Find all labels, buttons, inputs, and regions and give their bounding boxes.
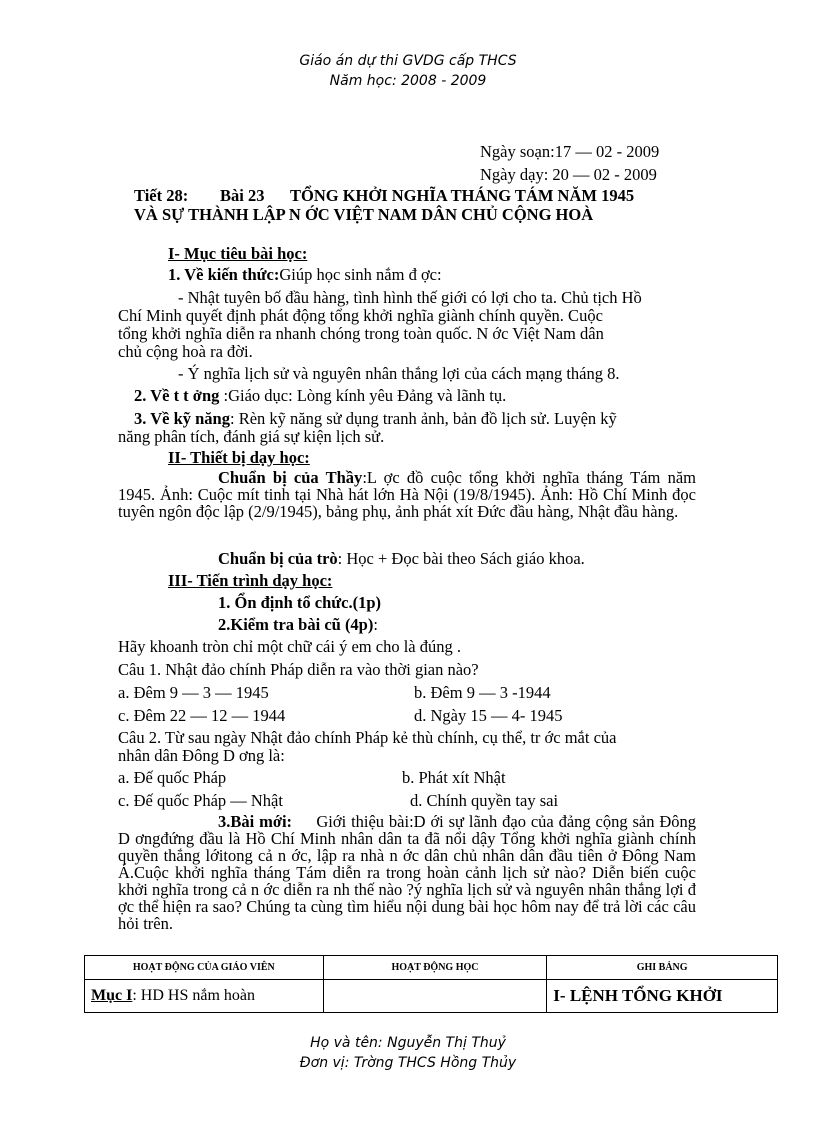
attitude-line	[134, 386, 506, 406]
new-lesson-intro	[118, 813, 696, 953]
table-header-row	[85, 956, 778, 980]
lesson-number: Tiết 28:	[134, 186, 189, 205]
lesson-name: Bài 23	[220, 186, 265, 205]
skill-line-1	[134, 409, 617, 429]
footer-author: Họ và tên: Nguyễn Thị Thuỷ	[310, 1035, 506, 1051]
knowledge-text: Giúp học sinh nắm đ ợc:	[279, 265, 442, 284]
new-lesson-label: 3.Bài mới:	[218, 813, 293, 831]
taught-date: Ngày dạy: 20 — 02 - 2009	[480, 165, 657, 184]
knowledge-line	[168, 265, 442, 285]
teacher-prep-text: :L ợc đồ cuộc tổng khởi nghĩa tháng Tám năm 1945. Ảnh: Cuộc mít tinh tại Nhà hát lớn Hà Nội (19/8/1945). Ảnh: Hồ Chí Minh đọc tuyên ngôn độc lập (2/9/1945), bảng phụ, ảnh phát xít Đức đầu hàng, Nhật đầu hàng.	[118, 468, 696, 521]
q2-option-d: d. Chính quyền tay sai	[410, 791, 559, 810]
q1-option-c: c. Đêm 22 — 12 — 1944	[118, 706, 286, 725]
teacher-preparation	[118, 469, 696, 520]
quiz-instruction: Hãy khoanh tròn chỉ một chữ cái ý em cho là đúng .	[118, 637, 461, 656]
question-2-line-2: nhân dân Đông D ơng là:	[118, 746, 285, 765]
step-2-label: 2.Kiểm tra bài cũ (4p)	[218, 615, 374, 634]
step-1: 1. Ổn định tổ chức.(1p)	[218, 593, 382, 612]
activity-table	[84, 955, 778, 1013]
q2-option-b: b. Phát xít Nhật	[402, 768, 506, 787]
header-teacher-activity: HOẠT ĐỘNG CỦA GIÁO VIÊN	[85, 956, 324, 980]
header-line-2: Năm học: 2008 - 2009	[329, 73, 487, 89]
title-line-2: VÀ SỰ THÀNH LẬP N ỚC VIỆT NAM DÂN CHỦ CỘNG HOÀ	[134, 205, 594, 224]
skill-text: : Rèn kỹ năng sử dụng tranh ảnh, bản đồ lịch sử. Luyện kỹ	[229, 409, 617, 428]
q2-option-a: a. Đế quốc Pháp	[118, 768, 227, 787]
question-1: Câu 1. Nhật đảo chính Pháp diễn ra vào thời gian nào?	[118, 660, 479, 679]
header-student-activity: HOẠT ĐỘNG HỌC	[323, 956, 547, 980]
teacher-activity-cell	[85, 980, 324, 1013]
student-prep-text: : Học + Đọc bài theo Sách giáo khoa.	[337, 549, 585, 568]
footer-school: Đơn vị: Trờng THCS Hồng Thủy	[299, 1055, 517, 1071]
title-line-1: TỔNG KHỞI NGHĨA THÁNG TÁM NĂM 1945	[290, 186, 635, 205]
student-activity-cell	[323, 980, 547, 1013]
teacher-activity-text: : HD HS nắm hoàn	[132, 987, 255, 1004]
section-2-heading: II- Thiết bị dạy học:	[168, 448, 310, 467]
table-row	[85, 980, 778, 1013]
new-lesson-text: Giới thiệu bài:D ới sự lãnh đạo của đảng cộng sản Đông D ơngđứng đầu là Hồ Chí Minh nhân dân ta đã nổi dậy Tổng khởi nghĩa giành chính quyền thắng lớitong cả n ớc, lập ra nhà n ớc dân chủ nhân dân đầu tiên ở Đông Nam Á.Cuộc khởi nghĩa tháng Tám diễn ra trong hoàn cảnh lịch sử nào? Diễn biến cuộc khởi nghĩa trong cả n ớc diễn ra nh thế nào ?ý nghĩa lịch sử và nguyên nhân thắng lợi đ ợc thể hiện ra sao? Chúng ta cùng tìm hiểu nội dung bài học hôm nay để trả lời các câu hỏi trên.	[118, 813, 696, 933]
q2-option-c: c. Đế quốc Pháp — Nhật	[118, 791, 283, 810]
teacher-prep-label: Chuẩn bị của Thầy	[218, 468, 363, 487]
section-1-heading: I- Mục tiêu bài học:	[168, 244, 308, 263]
question-2-line-1: Câu 2. Từ sau ngày Nhật đảo chính Pháp kẻ thù chính, cụ thể, tr ớc mắt của	[118, 728, 617, 747]
knowledge-point-2: - Ý nghĩa lịch sử và nguyên nhân thắng lợi của cách mạng tháng 8.	[178, 364, 620, 383]
board-notes-cell: I- LỆNH TỔNG KHỞI	[547, 980, 778, 1013]
section-label: Mục I	[91, 987, 133, 1004]
knowledge-point-1-line-3: tổng khởi nghĩa diễn ra nhanh chóng trong toàn quốc. N ớc Việt Nam dân	[118, 324, 604, 343]
student-prep-label: Chuẩn bị của trò	[218, 549, 338, 568]
step-2-colon: :	[373, 615, 378, 634]
knowledge-point-1-line-1: - Nhật tuyên bố đầu hàng, tình hình thế giới có lợi cho ta. Chủ tịch Hồ	[178, 288, 642, 307]
step-2	[218, 615, 378, 635]
prepared-date: Ngày soạn:17 — 02 - 2009	[480, 142, 660, 161]
attitude-label: 2. Về t t ởng	[134, 386, 220, 405]
header-line-1: Giáo án dự thi GVDG cấp THCS	[299, 53, 517, 69]
skill-label: 3. Về kỹ năng	[134, 409, 230, 428]
section-3-heading: III- Tiến trình dạy học:	[168, 571, 333, 590]
knowledge-label: 1. Về kiến thức:	[168, 265, 280, 284]
q1-option-a: a. Đêm 9 — 3 — 1945	[118, 683, 269, 702]
skill-line-2: năng phân tích, đánh giá sự kiện lịch sử.	[118, 427, 385, 446]
attitude-text: :Giáo dục: Lòng kính yêu Đảng và lãnh tụ.	[219, 386, 507, 405]
knowledge-point-1-line-4: chủ cộng hoà ra đời.	[118, 342, 253, 361]
q1-option-b: b. Đêm 9 — 3 -1944	[414, 683, 551, 702]
student-preparation	[218, 549, 585, 569]
header-board-notes: GHI BẢNG	[547, 956, 778, 980]
q1-option-d: d. Ngày 15 — 4- 1945	[414, 706, 563, 725]
knowledge-point-1-line-2: Chí Minh quyết định phát động tổng khởi nghĩa giành chính quyền. Cuộc	[118, 306, 603, 325]
